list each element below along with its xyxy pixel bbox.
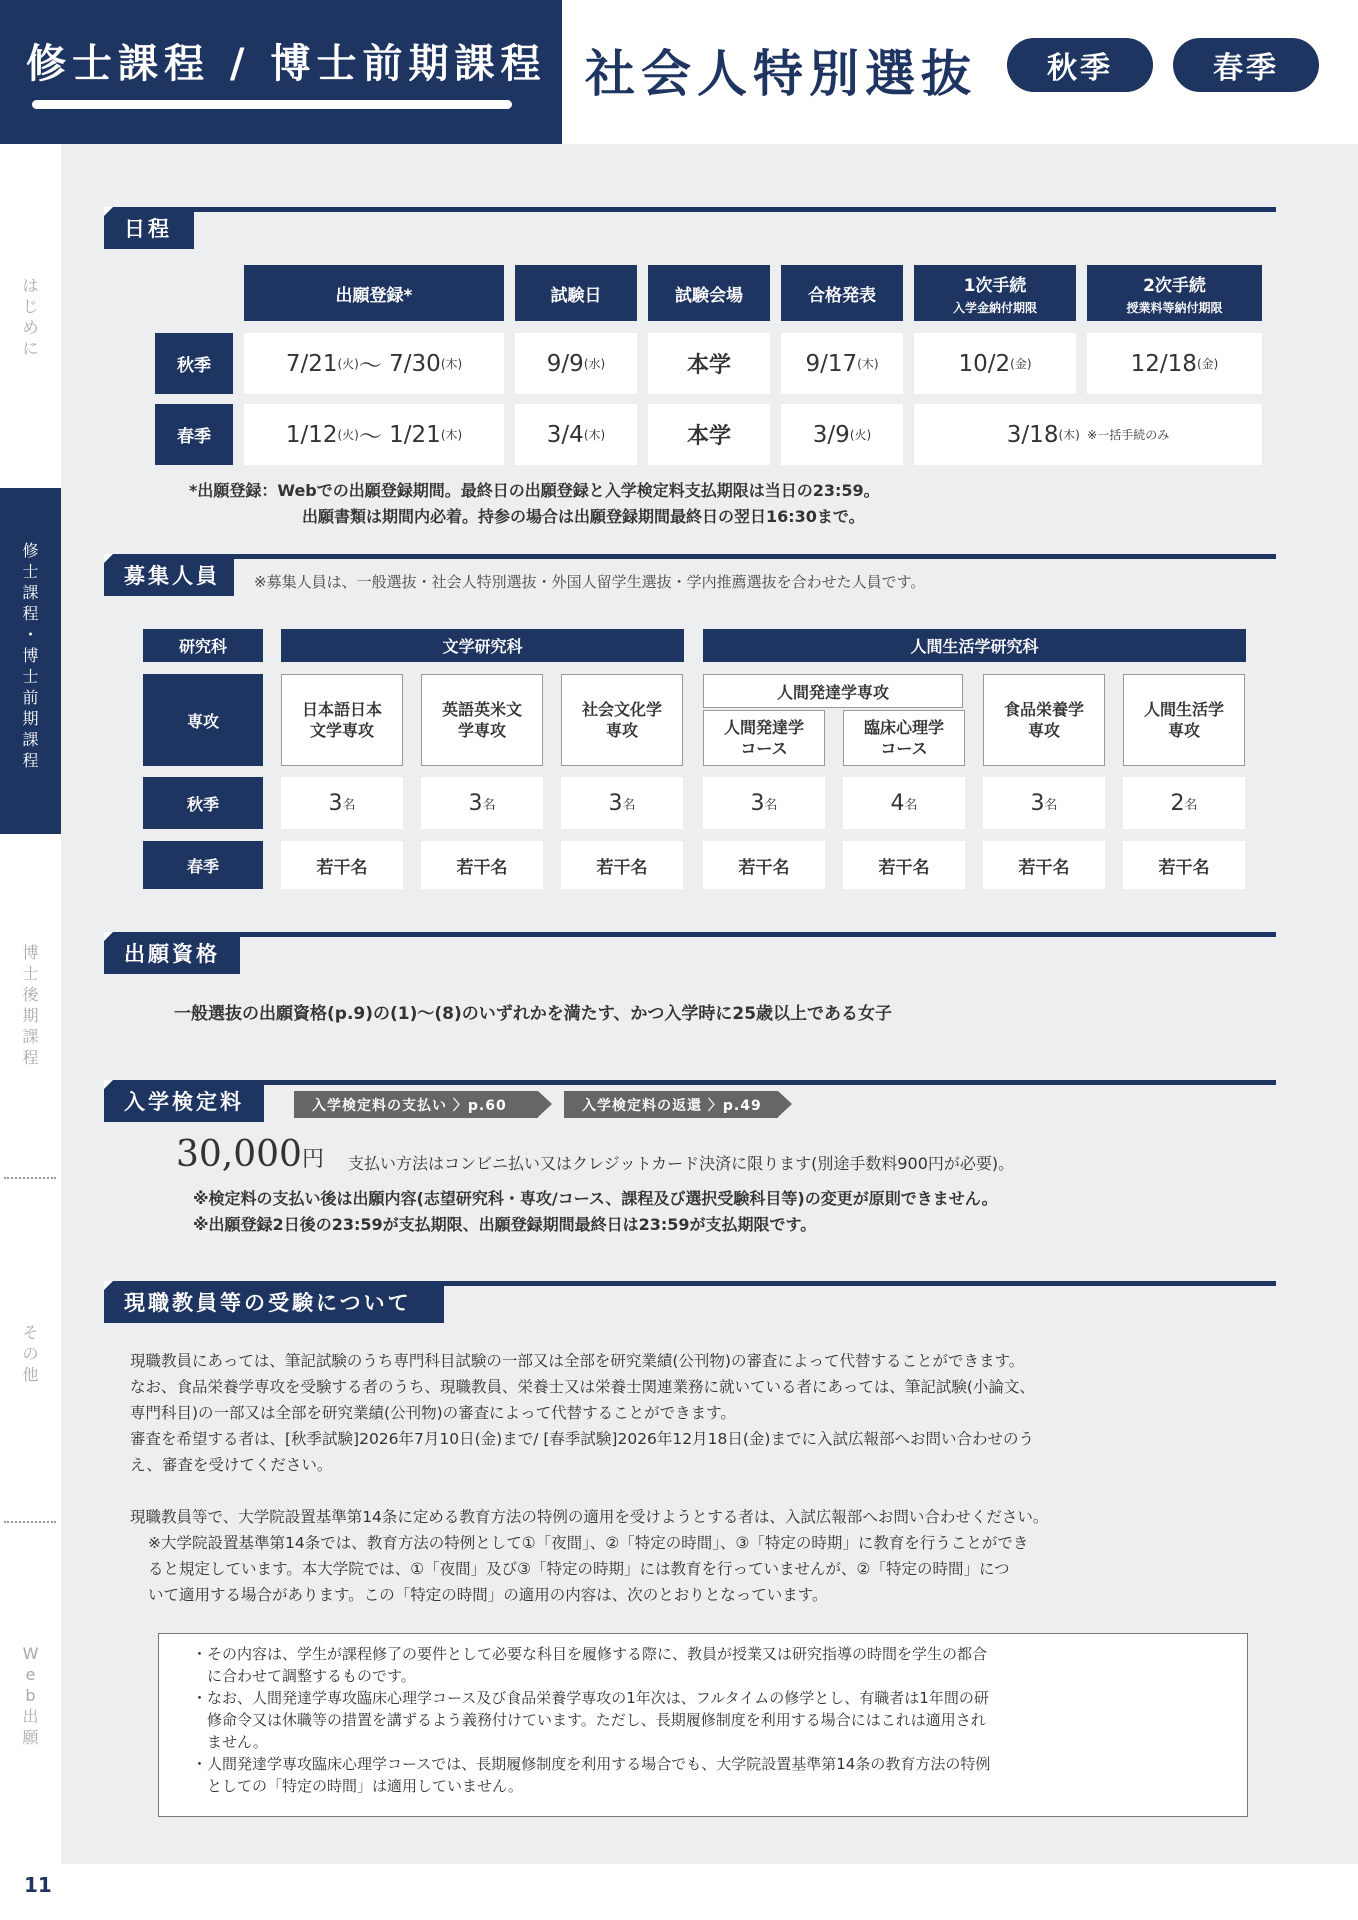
- sidebar-char: 士: [22, 964, 39, 983]
- spring-quota: 若干名: [843, 841, 965, 889]
- fee-method: 支払い方法はコンビニ払い又はクレジットカード決済に限ります(別途手数料900円が必要)。: [348, 1154, 1015, 1173]
- sidebar-divider: [4, 1521, 56, 1523]
- autumn-reg-end-day: (木): [440, 357, 463, 371]
- autumn-quota: [983, 777, 1105, 829]
- spring-reg-end: 1/21: [389, 421, 441, 448]
- major-name-line: コース: [740, 739, 788, 758]
- sidebar-char: の: [22, 1344, 39, 1363]
- page-title: 社会人特別選抜: [585, 45, 977, 103]
- sidebar-char: 期: [22, 1006, 39, 1025]
- col-venue: 試験会場: [648, 265, 770, 321]
- badge-autumn: 秋季: [1007, 38, 1153, 92]
- row-label-autumn: 秋季: [155, 333, 233, 394]
- col-result: 合格発表: [781, 265, 903, 321]
- teachers-paragraph-2: 現職教員等で、大学院設置基準第14条に定める教育方法の特例の適用を受けようとする者は、入試広報部へお問い合わせください。: [130, 1508, 1049, 1526]
- autumn-quota-value: 2: [1170, 790, 1185, 816]
- graduate-human-life: 人間生活学研究科: [703, 629, 1246, 662]
- autumn-exam: [515, 333, 637, 394]
- section-heading-teachers: 現職教員等の受験について: [104, 1281, 444, 1323]
- sidebar-char: 願: [22, 1728, 39, 1747]
- sidebar-char: W: [22, 1644, 39, 1663]
- spring-result: [781, 404, 903, 465]
- major-name-line: 社会文化学: [581, 700, 662, 719]
- sidebar-char: 後: [22, 985, 39, 1004]
- autumn-quota-value: 3: [328, 790, 343, 816]
- schedule-note-1: *出願登録：Webでの出願登録期間。最終日の出願登録と入学検定料支払期限は当日の23:59。: [189, 481, 880, 500]
- text-line: ※大学院設置基準第14条では、教育方法の特例として①「夜間」、②「特定の時間」、③「特定の時期」に教育を行うことができ: [148, 1534, 1029, 1552]
- major-cell: [561, 674, 683, 766]
- sidebar-char: 課: [22, 730, 39, 749]
- text-line: え、審査を受けてください。: [130, 1456, 333, 1474]
- autumn-proc2-day: (金): [1196, 357, 1219, 371]
- major-name-line: 人間生活学: [1143, 700, 1224, 719]
- quota-unit: 名: [482, 797, 496, 813]
- col-proc2-sub: 授業料等納付期限: [1126, 300, 1223, 315]
- autumn-quota-value: 3: [1030, 790, 1045, 816]
- col-proc1-label: 1次手続: [963, 275, 1027, 296]
- spring-reg-start-day: (火): [337, 428, 359, 442]
- text-line: ません。: [192, 1733, 268, 1751]
- spring-proc-day: (木): [1058, 428, 1080, 442]
- fee-amount-unit: 円: [301, 1147, 324, 1172]
- col-exam-date: 試験日: [515, 265, 637, 321]
- autumn-result: [781, 333, 903, 394]
- sidebar-char: e: [25, 1665, 36, 1684]
- spring-proc: [914, 404, 1262, 465]
- section-heading-fee: 入学検定料: [104, 1080, 264, 1122]
- autumn-quota-value: 3: [468, 790, 483, 816]
- label-graduate-school: 研究科: [143, 629, 263, 662]
- sidebar-char: 程: [22, 604, 39, 623]
- sidebar-char: は: [22, 276, 39, 295]
- spring-quota: 若干名: [281, 841, 403, 889]
- spring-result-date: 3/9: [812, 421, 850, 448]
- sidebar-char: じ: [22, 297, 39, 316]
- row-label-spring: 春季: [143, 841, 263, 889]
- text-line: ると規定しています。本大学院では、①「夜間」及び③「特定の時期」には教育を行っていませんが、②「特定の時間」につ: [148, 1560, 1010, 1578]
- autumn-proc2-date: 12/18: [1130, 350, 1197, 377]
- spring-proc-date: 3/18: [1006, 421, 1059, 448]
- text-line: ・人間発達学専攻臨床心理学コースでは、長期履修制度を利用する場合でも、大学院設置基準第14条の教育方法の特例: [192, 1755, 991, 1773]
- col-proc1-sub: 入学金納付期限: [952, 300, 1037, 315]
- fee-note-2: ※出願登録2日後の23:59が支払期限、出願登録期間最終日は23:59が支払期限です。: [193, 1215, 817, 1234]
- spring-quota: 若干名: [983, 841, 1105, 889]
- spring-quota: 若干名: [561, 841, 683, 889]
- major-name-line: 専攻: [605, 721, 638, 740]
- tilde: 〜: [358, 353, 382, 379]
- text-line: 現職教員にあっては、筆記試験のうち専門科目試験の一部又は全部を研究業績(公刊物)の審査によって代替することができます。: [130, 1352, 1025, 1370]
- autumn-reg-end: 7/30: [389, 350, 441, 377]
- autumn-quota-value: 3: [750, 790, 765, 816]
- autumn-exam-day: (水): [583, 357, 606, 371]
- section-rule: [104, 207, 1276, 212]
- text-line: いて適用する場合があります。この「特定の時間」の適用の内容は、次のとおりとなっています。: [148, 1586, 828, 1604]
- major-name-line: 食品栄養学: [1003, 700, 1084, 719]
- fee-note-1: ※検定料の支払い後は出願内容(志望研究科・専攻/コース、課程及び選択受験科目等)の変更が原則できません。: [193, 1189, 998, 1208]
- autumn-quota: [561, 777, 683, 829]
- autumn-result-day: (木): [857, 357, 879, 371]
- fee-amount: [176, 1134, 324, 1175]
- major-name-line: 日本語日本: [301, 700, 382, 719]
- fee-amount-value: 30,000: [176, 1134, 302, 1175]
- major-name-line: 人間発達学: [723, 718, 804, 737]
- autumn-quota: [281, 777, 403, 829]
- major-cell: [281, 674, 403, 766]
- major-name-line: 専攻: [1167, 721, 1200, 740]
- sidebar-char: b: [25, 1686, 36, 1705]
- sidebar-item-doctoral[interactable]: [0, 942, 61, 1068]
- spring-result-day: (火): [849, 428, 872, 442]
- autumn-quota-value: 4: [890, 790, 905, 816]
- autumn-proc1-day: (金): [1010, 357, 1032, 371]
- major-name-line: 英語英米文: [441, 700, 522, 719]
- badge-spring: 春季: [1173, 38, 1319, 92]
- link-fee-refund[interactable]: 入学検定料の返還 〉p.49: [564, 1091, 778, 1118]
- spring-quota: 若干名: [1123, 841, 1245, 889]
- major-name-line: 専攻: [1027, 721, 1060, 740]
- sidebar-char: ・: [22, 625, 39, 644]
- sidebar-char: 士: [22, 667, 39, 686]
- major-name-line: 臨床心理学: [863, 718, 944, 737]
- submajor-human-development: 人間発達学専攻: [703, 674, 963, 708]
- row-label-spring: 春季: [155, 404, 233, 465]
- text-line: ・その内容は、学生が課程修了の要件として必要な科目を履修する際に、教員が授業又は研究指導の時間を学生の都合: [192, 1645, 988, 1663]
- sidebar-char: 士: [22, 562, 39, 581]
- sidebar-item-intro[interactable]: [0, 275, 61, 359]
- banner-underline: [32, 100, 512, 109]
- autumn-exam-date: 9/9: [546, 350, 584, 377]
- page-number: 11: [24, 1873, 52, 1897]
- autumn-quota: [703, 777, 825, 829]
- autumn-registration: [244, 333, 504, 394]
- section-heading-recruitment: 募集人員: [104, 554, 234, 596]
- spring-quota: 若干名: [703, 841, 825, 889]
- section-rule: [104, 932, 1276, 937]
- row-label-autumn: 秋季: [143, 777, 263, 829]
- sidebar-char: め: [22, 318, 39, 337]
- section-heading-schedule: 日程: [104, 207, 194, 249]
- section-rule: [104, 554, 1276, 559]
- sidebar-char: 博: [22, 646, 39, 665]
- quota-unit: 名: [622, 797, 636, 813]
- spring-exam-date: 3/4: [546, 421, 584, 448]
- spring-quota: 若干名: [421, 841, 543, 889]
- recruitment-note: ※募集人員は、一般選抜・社会人特別選抜・外国人留学生選抜・学内推薦選抜を合わせた人員です。: [254, 573, 926, 591]
- section-heading-eligibility: 出願資格: [104, 932, 240, 974]
- col-proc2: [1087, 265, 1262, 321]
- schedule-note-2: 出願書類は期間内必着。持参の場合は出願登録期間最終日の翌日16:30まで。: [302, 507, 865, 526]
- sidebar-item-web-application[interactable]: [0, 1643, 61, 1748]
- sidebar-item-others[interactable]: [0, 1322, 61, 1385]
- autumn-reg-start-day: (火): [337, 357, 359, 371]
- autumn-quota-value: 3: [608, 790, 623, 816]
- eligibility-text: 一般選抜の出願資格(p.9)の(1)〜(8)のいずれかを満たす、かつ入学時に25歳以上である女子: [174, 1004, 893, 1024]
- text-line: 修命令又は休職等の措置を講ずるよう義務付けています。ただし、長期履修制度を利用する場合にはこれは適用され: [192, 1711, 986, 1729]
- autumn-proc1-date: 10/2: [958, 350, 1011, 377]
- sidebar-char: 課: [22, 583, 39, 602]
- sidebar-char: 程: [22, 1048, 39, 1067]
- text-line: なお、食品栄養学専攻を受験する者のうち、現職教員、栄養士又は栄養士関連業務に就いている者にあっては、筆記試験(小論文、: [130, 1378, 1035, 1396]
- sidebar-char: 課: [22, 1027, 39, 1046]
- label-major: 専攻: [143, 674, 263, 766]
- quota-unit: 名: [1184, 797, 1198, 813]
- spring-reg-end-day: (木): [440, 428, 463, 442]
- major-cell: [843, 710, 965, 766]
- quota-unit: 名: [1044, 797, 1058, 813]
- spring-exam: [515, 404, 637, 465]
- sidebar-char: 期: [22, 709, 39, 728]
- text-line: 審査を希望する者は、[秋季試験]2026年7月10日(金)まで/ [春季試験]2026年12月18日(金)までに入試広報部へお問い合わせのう: [130, 1430, 1034, 1448]
- spring-registration: [244, 404, 504, 465]
- sidebar-item-masters[interactable]: [0, 488, 61, 834]
- program-label: 修士課程 / 博士前期課程: [26, 41, 547, 87]
- major-name-line: 文学専攻: [309, 721, 374, 740]
- spring-proc-note: ※一括手続のみ: [1087, 428, 1170, 442]
- autumn-venue: 本学: [648, 333, 770, 394]
- major-cell: [1123, 674, 1245, 766]
- text-line: 専門科目)の一部又は全部を研究業績(公刊物)の審査によって代替することができます。: [130, 1404, 736, 1422]
- autumn-quota: [843, 777, 965, 829]
- sidebar-char: 修: [22, 541, 39, 560]
- sidebar-char: 博: [22, 943, 39, 962]
- spring-venue: 本学: [648, 404, 770, 465]
- sidebar-char: 他: [22, 1365, 39, 1384]
- autumn-proc1: [914, 333, 1076, 394]
- link-fee-payment[interactable]: 入学検定料の支払い 〉p.60: [294, 1091, 538, 1118]
- col-proc2-label: 2次手続: [1143, 275, 1206, 296]
- quota-unit: 名: [904, 797, 918, 813]
- autumn-result-date: 9/17: [805, 350, 858, 377]
- col-registration: 出願登録*: [244, 265, 504, 321]
- text-line: としての「特定の時間」は適用していません。: [192, 1777, 523, 1795]
- sidebar-char: 出: [22, 1707, 39, 1726]
- sidebar-char: 前: [22, 688, 39, 707]
- autumn-quota: [1123, 777, 1245, 829]
- col-proc1: [914, 265, 1076, 321]
- quota-unit: 名: [342, 797, 356, 813]
- sidebar-char: 程: [22, 751, 39, 770]
- sidebar-char: に: [22, 339, 39, 358]
- autumn-proc2: [1087, 333, 1262, 394]
- sidebar-divider: [4, 1177, 56, 1179]
- text-line: ・なお、人間発達学専攻臨床心理学コース及び食品栄養学専攻の1年次は、フルタイムの修学とし、有職者は1年間の研: [192, 1689, 989, 1707]
- text-line: に合わせて調整するものです。: [192, 1667, 416, 1685]
- major-name-line: コース: [880, 739, 928, 758]
- autumn-reg-start: 7/21: [285, 350, 338, 377]
- major-cell: [703, 710, 825, 766]
- spring-exam-day: (木): [583, 428, 606, 442]
- section-rule: [104, 1080, 1276, 1085]
- header-program-banner: [0, 0, 562, 144]
- spring-reg-start: 1/12: [285, 421, 338, 448]
- major-name-line: 学専攻: [457, 721, 506, 740]
- major-cell: [421, 674, 543, 766]
- autumn-quota: [421, 777, 543, 829]
- tilde: 〜: [358, 424, 382, 450]
- sidebar-char: そ: [22, 1323, 39, 1342]
- graduate-letters: 文学研究科: [281, 629, 684, 662]
- quota-unit: 名: [764, 797, 778, 813]
- major-cell: [983, 674, 1105, 766]
